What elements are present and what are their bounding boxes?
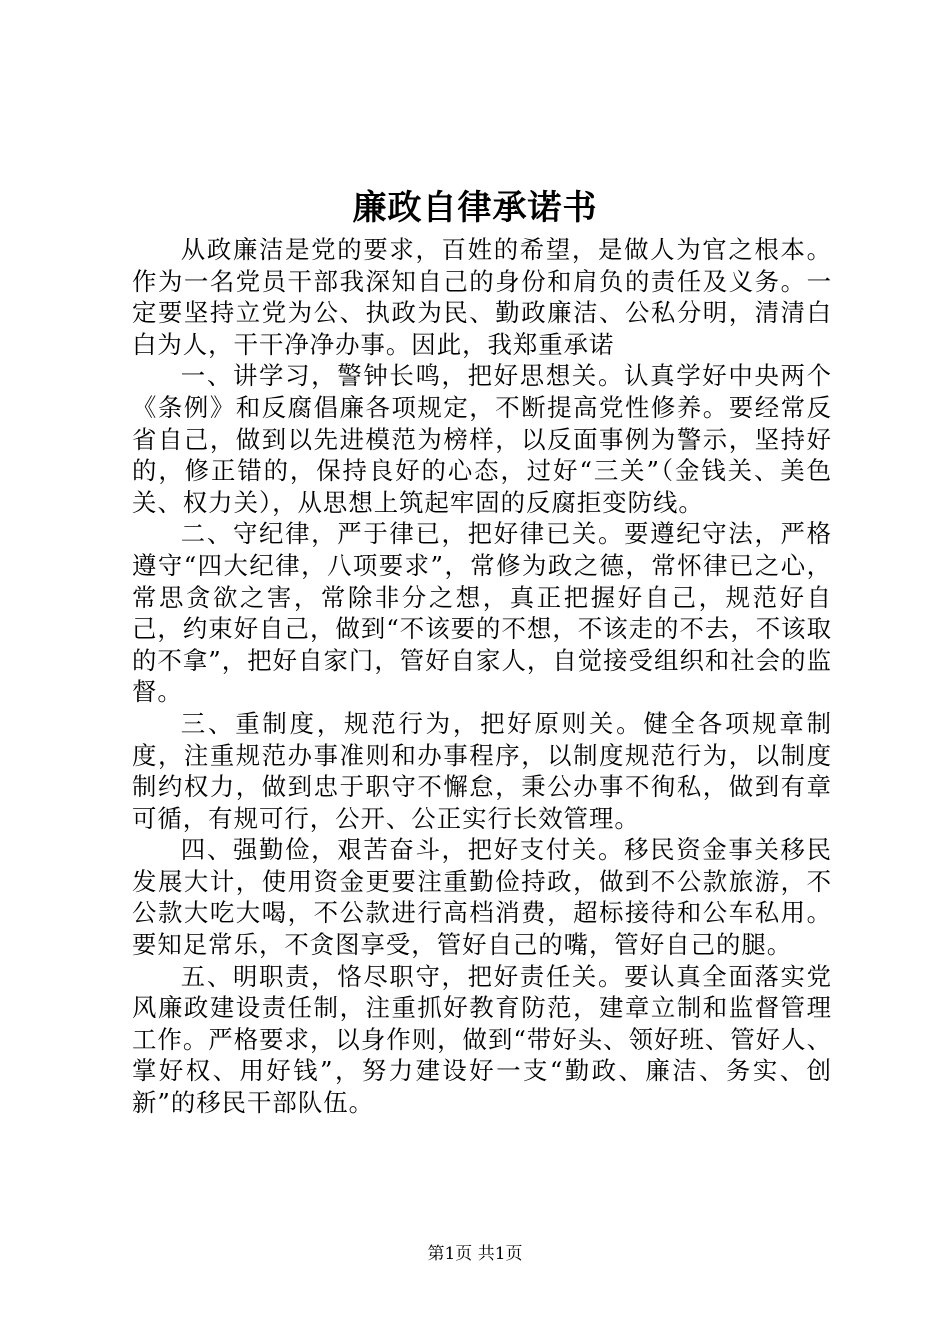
paragraph-5-duty: 五、明职责，恪尽职守，把好责任关。要认真全面落实党风廉政建设责任制，注重抓好教育防范，建章立制和监督管理工作。严格要求，以身作则，做到“带好头、领好班、管好人、掌好权、用好钱”，努力建设好一支“勤政、廉洁、务实、创新”的移民干部队伍。 [132, 961, 832, 1118]
paragraph-1-study: 一、讲学习，警钟长鸣，把好思想关。认真学好中央两个《条例》和反腐倡廉各项规定，不断提高党性修养。要经常反省自己，做到以先进模范为榜样，以反面事例为警示，坚持好的，修正错的，保持良好的心态，过好“三关”（金钱关、美色关、权力关），从思想上筑起牢固的反腐拒变防线。 [132, 361, 832, 517]
document-title: 廉政自律承诺书 [352, 188, 598, 228]
paragraph-intro: 从政廉洁是党的要求，百姓的希望，是做人为官之根本。作为一名党员干部我深知自己的身份和肩负的责任及义务。一定要坚持立党为公、执政为民、勤政廉洁、公私分明，清清白白为人，干干净净办事。因此，我郑重承诺 [132, 235, 832, 359]
paragraph-4-thrift: 四、强勤俭，艰苦奋斗，把好支付关。移民资金事关移民发展大计，使用资金更要注重勤俭持政，做到不公款旅游，不公款大吃大喝，不公款进行高档消费，超标接待和公车私用。要知足常乐，不贪图享受，管好自己的嘴，管好自己的腿。 [132, 835, 832, 960]
document-body [132, 234, 832, 1119]
page-number-footer: 第1页 共1页 [427, 1244, 523, 1264]
paragraph-2-discipline: 二、守纪律，严于律已，把好律已关。要遵纪守法，严格遵守“四大纪律，八项要求”，常修为政之德，常怀律已之心，常思贪欲之害，常除非分之想，真正把握好自己，规范好自己，约束好自己，做到“不该要的不想，不该走的不去，不该取的不拿”，把好自家门，管好自家人，自觉接受组织和社会的监督。 [132, 519, 832, 707]
paragraph-3-rules: 三、重制度，规范行为，把好原则关。健全各项规章制度，注重规范办事准则和办事程序，以制度规范行为，以制度制约权力，做到忠于职守不懈怠，秉公办事不徇私，做到有章可循，有规可行，公开、公正实行长效管理。 [132, 708, 832, 833]
